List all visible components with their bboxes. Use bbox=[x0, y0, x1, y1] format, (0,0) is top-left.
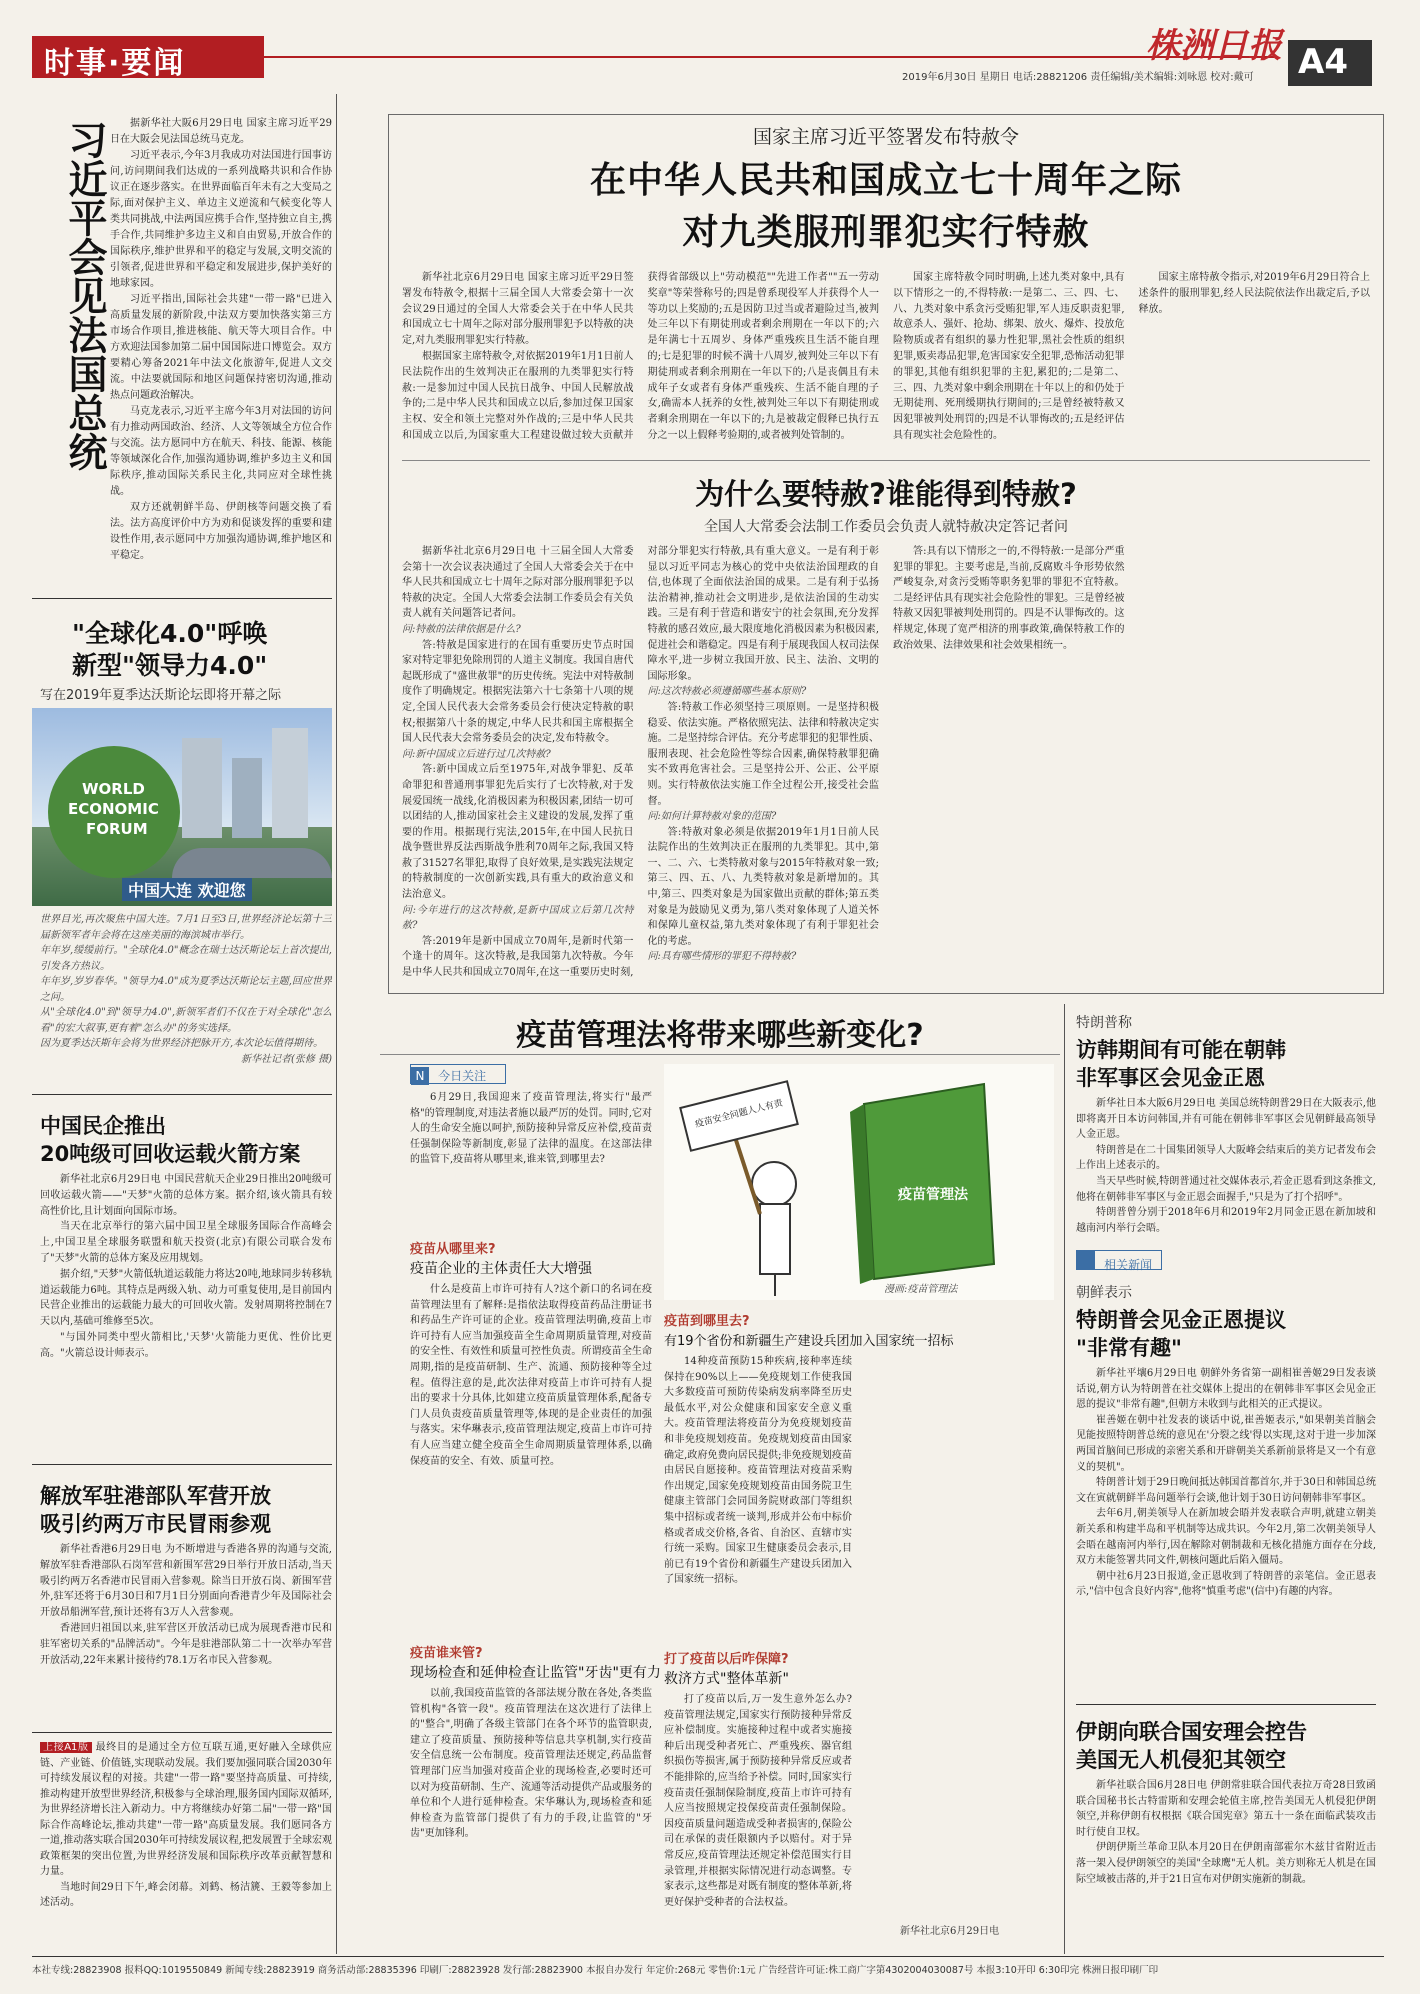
vaccine-section-1-head: 疫苗企业的主体责任大大增强 bbox=[410, 1261, 592, 1277]
divider bbox=[32, 1094, 332, 1095]
paragraph: 根据国家主席特赦令,对依据2019年1月1日前人民法院作出的生效判决正在服刑的九类罪犯实行特赦:一是参加过中国人民抗日战争、中国人民解放战争的;二是中华人民共和国成立以后,参加过保卫国家主权、安全和领土完整对外作战的;三是中华人民共和国成立以后,为国家重大工程建设做过较大贡献并获得省部级以上"劳动模范""先进工作者""五一劳动奖章"等荣誉称号的;四是曾系现役军人并获得个人一等功以上奖励的;五是因防卫过当或者避险过当,被判处三年以下有期徒刑或者剩余刑期在一年以下的;六是年满七十五周岁、身体严重残疾且生活不能自理的;七是犯罪的时候不满十八周岁,被判处三年以下有期徒刑或者剩余刑期在一年以下的;八是丧偶且有未成年子女或者有身体严重残疾、生活不能自理的子女,确需本人抚养的女性,被判处三年以下有期徒刑或者剩余刑期在一年以下的;九是被裁定假释已执行五分之一以上假释考验期的,或者被判处管制的。 bbox=[402, 272, 879, 441]
vaccine-section-4 bbox=[664, 1692, 1054, 1920]
paragraph: 新华社平壤6月29日电 朝鲜外务省第一副相崔善姬29日发表谈话说,朝方认为特朗普在社交媒体上提出的在朝韩非军事区会见金正恩的提议"非常有趣",但朝方未收到与此相关的正式提议。 bbox=[1076, 1368, 1376, 1411]
pla-headline-1: 解放军驻港部队军营开放 bbox=[40, 1484, 271, 1508]
paragraph: 国家主席特赦令指示,对2019年6月29日符合上述条件的服刑罪犯,经人民法院依法作出裁定后,予以释放。 bbox=[1138, 272, 1370, 315]
vaccine-section-2 bbox=[410, 1686, 652, 1936]
amnesty-title-2: 对九类服刑罪犯实行特赦 bbox=[682, 212, 1090, 253]
paragraph: 朝中社6月23日报道,金正恩收到了特朗普的亲笔信。金正恩表示,"信中包含良好内容",他将"慎重考虑"(信中)有趣的内容。 bbox=[1076, 1570, 1376, 1598]
vaccine-intro bbox=[410, 1090, 652, 1230]
iran-article bbox=[1076, 1778, 1376, 1936]
syringe-body bbox=[760, 1204, 790, 1274]
trump-headline-1: 访韩期间有可能在朝韩 bbox=[1076, 1038, 1286, 1062]
paragraph: 特朗普曾分别于2018年6月和2019年2月同金正恩在新加坡和越南河内举行会晤。 bbox=[1076, 1207, 1376, 1234]
cartoon-book-label: 疫苗管理法 bbox=[898, 1187, 968, 1203]
paragraph: 当地时间29日下午,峰会闭幕。刘鹤、杨洁篪、王毅等参加上述活动。 bbox=[40, 1881, 332, 1908]
paragraph: 新华社北京6月29日电 国家主席习近平29日签署发布特赦令,根据十三届全国人大常委会第十一次会议29日通过的全国人大常委会关于在中华人民共和国成立七十周年之际对部分服刑罪犯予以特赦的决定,对九类服刑罪犯实行特赦。 bbox=[402, 272, 634, 347]
header-info: 2019年6月30日 星期日 电话:28821206 责任编辑/美术编辑:刘咏恩 校对:戴可 bbox=[902, 72, 1254, 83]
paragraph: 据新华社大阪6月29日电 国家主席习近平29日在大阪会见法国总统马克龙。 bbox=[110, 118, 332, 145]
paragraph: 年年岁,岁岁春华。"领导力4.0"成为夏季达沃斯论坛主题,回应世界之问。 bbox=[40, 976, 332, 1003]
question: 问:新中国成立后进行过几次特赦? bbox=[402, 748, 551, 760]
vaccine-section-4-head: 救济方式"整体革新" bbox=[664, 1671, 789, 1687]
cartoon-sign-text: 疫苗安全问题人人有责 bbox=[694, 1098, 784, 1130]
wef-headline-1: "全球化4.0"呼唤 bbox=[72, 619, 268, 648]
cartoon-svg bbox=[664, 1064, 1054, 1300]
vaccine-section-2-kicker: 疫苗谁来管? bbox=[410, 1646, 483, 1661]
paragraph: 当天在北京举行的第六届中国卫星全球服务国际合作高峰会上,中国卫星全球服务联盟和航天投资(北京)有限公司联合发布了"天梦"火箭的总体方案及应用规划。 bbox=[40, 1221, 332, 1264]
qa-title: 为什么要特赦?谁能得到特赦? bbox=[695, 477, 1077, 511]
paragraph: 崔善姬在朝中社发表的谈话中说,崔善姬表示,"如果朝美首脑会见能按照特朗普总统的意见在'分裂之线'得以实现,这对于进一步加深两国首脑间已形成的亲密关系和开辟朝美关系新前景将是又一个有意义的契机"。 bbox=[1076, 1414, 1376, 1473]
continuation-text bbox=[40, 1740, 332, 1928]
answer: 答:特赦是国家进行的在国有重要历史节点时国家对特定罪犯免除刑罚的人道主义制度。我国自唐代起既形成了"盛世赦罪"的历史传统。宪法中对特赦制度作了明确规定。根据宪法第六十七条第十八项的规定,全国人民代表大会常务委员会行使决定特赦的职权;根据第八十条的规定,中华人民共和国主席根据全国人民代表大会常务委员会的决定,发布特赦令。 bbox=[402, 639, 634, 745]
iran-headline-2: 美国无人机侵犯其领空 bbox=[1076, 1748, 1286, 1772]
paragraph: 新华社香港6月29日电 为不断增进与香港各界的沟通与交流,解放军驻香港部队石岗军营和新围军营29日举行开放日活动,当天吸引约两万名香港市民冒雨入营参观。除当日开放石岗、新围军营外,驻军还将于6月30日和7月1日分别面向香港青少年及国际社会开放昂船洲军营,预计还将有3万人入营参观。 bbox=[40, 1544, 332, 1619]
syringe-head bbox=[752, 1162, 796, 1206]
xi-article bbox=[110, 116, 332, 590]
related-news-tag bbox=[1076, 1250, 1162, 1270]
right-column-rule bbox=[1064, 1004, 1065, 1954]
trump-headline-2: 非军事区会见金正恩 bbox=[1076, 1066, 1265, 1090]
question: 问:这次特赦必须遵循哪些基本原则? bbox=[647, 686, 807, 698]
vaccine-section-2-head: 现场检查和延伸检查让监管"牙齿"更有力 bbox=[410, 1665, 661, 1681]
continuation-box bbox=[40, 1740, 332, 1930]
divider bbox=[32, 598, 332, 599]
law-book bbox=[864, 1084, 994, 1279]
building bbox=[272, 728, 308, 838]
building bbox=[232, 758, 262, 838]
trump-kicker: 特朗普称 bbox=[1076, 1015, 1132, 1031]
answer: 答:2019年是新中国成立70周年,是新时代第一个逢十的周年。这次特赦,是我国第九次特赦。今年是中华人民共和国成立70周年,在这一重要历史时刻,对部分罪犯实行特赦,具有重大意义。一是有利于彰显以习近平同志为核心的党中央依法治国理政的自信,也体现了全面依法治国的成果。二是有利于弘扬法治精神,推动社会文明进步,是依法治国的生动实践。三是有利于营造和谐安宁的社会氛围,充分发挥特赦的感召效应,最大限度地化消极因素为积极因素,促进社会和谐稳定。四是有利于展现我国人权司法保障水平,进一步树立我国开放、民主、法治、文明的国际形象。 bbox=[402, 546, 879, 979]
amnesty-article bbox=[402, 270, 1370, 446]
divider bbox=[402, 460, 1370, 461]
dprk-headline-2: "非常有趣" bbox=[1076, 1336, 1182, 1360]
forum-sign: ECONOMIC bbox=[68, 800, 159, 818]
forum-sign: WORLD bbox=[82, 780, 145, 798]
paragraph: 特朗普计划于29日晚间抵达韩国首都首尔,并于30日和韩国总统文在寅就朝鲜半岛问题举行会谈,他计划于30日访问朝韩非军事区。 bbox=[1076, 1477, 1376, 1504]
vaccine-section-1-kicker: 疫苗从哪里来? bbox=[410, 1242, 496, 1257]
paragraph: 从"全球化4.0"到"领导力4.0",新领军者们不仅在于对全球化"怎么看"的宏大叙事,更有着"怎么办"的务实选择。 bbox=[40, 1007, 332, 1034]
qa-subtitle: 全国人大常委会法制工作委员会负责人就特赦决定答记者问 bbox=[704, 519, 1068, 535]
paragraph: 14种疫苗预防15种疾病,接种率连续保持在90%以上——免疫规划工作使我国大多数疫苗可预防传染病发病率降至历史最低水平,对公众健康和国家安全意义重大。疫苗管理法将疫苗分为免疫规划疫苗和非免疫规划疫苗。免疫规划疫苗由国家确定,政府免费向居民提供;非免疫规划疫苗由居民自愿接种。疫苗管理法对疫苗采购作出规定,国家免疫规划疫苗由国务院卫生健康主管部门会同国务院财政部门等组织集中招标或者统一谈判,形成并公布中标价格或者成交价格,各省、自治区、直辖市实行统一采购。国家卫生健康委员会表示,目前已有19个省份和新疆生产建设兵团加入了国家统一招标。 bbox=[664, 1356, 852, 1586]
question: 问:今年进行的这次特赦,是新中国成立后第几次特赦? bbox=[402, 904, 634, 932]
paragraph: 马克龙表示,习近平主席今年3月对法国的访问有力推动两国政治、经济、人文等领域全方位合作与交流。法方愿同中方在航天、科技、能源、核能等领域深化合作,加强沟通协调,维护多边主义和国际秩序,推动国际关系民主化,共同应对全球性挑战。 bbox=[110, 406, 332, 497]
paragraph: 6月29日,我国迎来了疫苗管理法,将实行"最严格"的管理制度,对违法者施以最严厉的处罚。同时,它对人的生命安全施以呵护,预防接种异常反应补偿,疫苗责任强制保险等新制度,彰显了法律的温度。在这部法律的监管下,疫苗将从哪里来,谁来管,到哪里去? bbox=[410, 1092, 652, 1166]
paragraph: 国家主席特赦令同时明确,上述九类对象中,具有以下情形之一的,不得特赦:一是第二、三、四、七、八、九类对象中系贪污受贿犯罪,军人违反职责犯罪,故意杀人、强奸、抢劫、绑架、放火、爆炸、投放危险物质或者有组织的暴力性犯罪,黑社会性质的组织犯罪,贩卖毒品犯罪,危害国家安全犯罪,恐怖活动犯罪的罪犯,其他有组织犯罪的主犯,累犯的;二是第二、三、四、九类对象中剩余刑期在十年以上的和仍处于无期徒刑、死刑缓期执行期间的;三是曾经被特赦又因犯罪被判处刑罚的;四是不认罪悔改的;五是经评估具有现实社会危险性的。 bbox=[893, 272, 1125, 441]
vaccine-byline: 新华社北京6月29日电 bbox=[900, 1926, 1000, 1937]
cartoon-credit: 漫画:疫苗管理法 bbox=[884, 1284, 958, 1295]
paragraph: 打了疫苗以后,万一发生意外怎么办?疫苗管理法规定,国家实行预防接种异常反应补偿制度。实施接种过程中或者实施接种后出现受种者死亡、严重残疾、器官组织损伤等损害,属于预防接种异常反应或者不能排除的,应当给予补偿。同时,国家实行疫苗责任强制保险制度,疫苗上市许可持有人应当按照规定投保疫苗责任强制保险。因疫苗质量问题造成受种者损害的,保险公司在承保的责任限额内予以赔付。对于异常反应,疫苗管理法还规定补偿范围实行目录管理,并根据实际情况进行动态调整。专家表示,这些都是对既有制度的整体革新,将更好保护受种者的合法权益。 bbox=[664, 1694, 852, 1908]
amnesty-kicker: 国家主席习近平签署发布特赦令 bbox=[752, 126, 1019, 148]
today-focus-tag bbox=[410, 1064, 506, 1084]
paragraph: 习近平表示,今年3月我成功对法国进行国事访问,访问期间我们达成的一系列战略共识和合作协议正在逐步落实。在世界面临百年未有之大变局之际,面对保护主义、单边主义逆流和气候变化等人类共同挑战,中法两国应携手合作,坚持独立自主,携手合作,共同维护多边主义和自由贸易,开放合作的国际秩序,维护世界和平的稳定与发展,文明交流的引领者,促进世界和平稳定和发展进步,保护美好的地球家园。 bbox=[110, 150, 332, 289]
answer: 答:特赦工作必须坚持三项原则。一是坚持积极稳妥、依法实施。严格依照宪法、法律和特赦决定实施。二是坚持综合评估。充分考虑罪犯的犯罪性质、服刑表现、社会危险性等综合因素,确保特赦罪犯确实不致再危害社会。三是坚持公开、公正、公平原则。实行特赦依法实施工作全过程公开,接受社会监督。 bbox=[647, 701, 879, 807]
paragraph: 伊朗伊斯兰革命卫队本月20日在伊朗南部霍尔木兹甘省附近击落一架入侵伊朗领空的美国"全球鹰"无人机。美方则称无人机是在国际空域被击落的,并于21日宣布对伊朗实施新的制裁。 bbox=[1076, 1842, 1376, 1885]
paragraph: 新华社日本大阪6月29日电 美国总统特朗普29日在大阪表示,他即将离开日本访问韩国,并有可能在朝韩非军事区会见朝鲜最高领导人金正恩。 bbox=[1076, 1098, 1376, 1141]
paragraph: 当天早些时候,特朗普通过社交媒体表示,若金正恩看到这条推文,他将在朝韩非军事区与金正恩会面握手,"只是为了打个招呼"。 bbox=[1076, 1175, 1376, 1203]
paragraph: 据介绍,"天梦"火箭低轨道运载能力将达20吨,地球同步转移轨道运载能力6吨。其特点是两级入轨、动力可重复使用,是目前国内民营企业推出的运载能力最大的可回收火箭。发射周期将控制在7天以内,基础可维修至5次。 bbox=[40, 1268, 332, 1328]
vaccine-section-3-kicker: 疫苗到哪里去? bbox=[664, 1314, 750, 1329]
masthead-logo: 株洲日报 bbox=[1146, 26, 1282, 66]
focus-icon: N bbox=[411, 1067, 429, 1085]
pla-headline-2: 吸引约两万市民冒雨参观 bbox=[40, 1512, 271, 1536]
answer: 答:具有以下情形之一的,不得特赦:一是部分严重犯罪的罪犯。主要考虑是,当前,反腐败斗争形势依然严峻复杂,对贪污受贿等职务犯罪的罪犯不宜特赦。二是经评估具有现实社会危险性的罪犯。三是曾经被特赦又因犯罪被判处刑罚的。四是不认罪悔改的。这样规定,体现了宽严相济的刑事政策,确保特赦工作的政治效果、法律效果和社会效果相统一。 bbox=[893, 546, 1125, 651]
vaccine-headline: 疫苗管理法将带来哪些新变化? bbox=[516, 1018, 924, 1053]
forum-sign: FORUM bbox=[86, 820, 148, 838]
paragraph: 年年岁,缓缓前行。"全球化4.0"概念在瑞士达沃斯论坛上首次提出,引发各方热议。 bbox=[40, 945, 332, 972]
left-column-rule bbox=[336, 94, 337, 1954]
paragraph: 世界目光,再次聚焦中国大连。7月1日至3日,世界经济论坛第十三届新领军者年会将在这座美丽的海滨城市举行。 bbox=[40, 914, 332, 941]
amnesty-title-1: 在中华人民共和国成立七十周年之际 bbox=[589, 160, 1182, 201]
paragraph: "与国外同类中型火箭相比,'天梦'火箭能力更优、性价比更高。"火箭总设计师表示。 bbox=[40, 1331, 332, 1359]
paragraph: 以前,我国疫苗监管的各部法规分散在各处,各类监管机构"各管一段"。疫苗管理法在这次进行了法律上的"整合",明确了各级主管部门在各个环节的监管职责,建立了疫苗质量、预防接种等信息共享机制,实行疫苗安全信息统一公布制度。疫苗管理法还规定,药品监督管理部门应当加强对疫苗企业的现场检查,必要时还可以对为疫苗研制、生产、流通等活动提供产品或服务的单位和个人进行延伸检查。宋华琳认为,现场检查和延伸检查为监管部门提供了有力的手段,让监管的"牙齿"更加锋利。 bbox=[410, 1688, 652, 1840]
pla-article bbox=[40, 1542, 332, 1726]
photo-credit: 新华社记者(张修 摄) bbox=[241, 1053, 332, 1065]
header-rule bbox=[264, 56, 1274, 58]
answer: 答:新中国成立后至1975年,对战争罪犯、反革命罪犯和普通刑事罪犯先后实行了七次特赦,对于发展爱国统一战线,化消极因素为积极因素,团结一切可以团结的人,推动国家社会主义建设的发展,发挥了重要的作用。根据现行宪法,2015年,在中国人民抗日战争暨世界反法西斯战争胜利70周年之际,我国又特赦了31527名罪犯,取得了良好效果,是实践宪法规定的特赦制度的一次创新实践,具有重大的政治意义和法治意义。 bbox=[402, 764, 634, 901]
divider bbox=[32, 1732, 332, 1733]
footer-info: 本社专线:28823908 报料QQ:1019550849 新闻专线:28823919 商务活动部:28835396 印刷厂:28823928 发行部:28823900 本报自办发行 年定价:268元 零售价:1元 广告经营许可证:株工商广字第4302004030087号 本报3:10开印 6:30印完 株洲日报印刷厂印 bbox=[32, 1965, 1159, 1976]
footer-rule bbox=[32, 1956, 1384, 1957]
paragraph: 新华社联合国6月28日电 伊朗常驻联合国代表拉万奇28日致函联合国秘书长古特雷斯和安理会轮值主席,控告美国无人机侵犯伊朗领空,并称伊朗有权根据《联合国宪章》第五十一条在面临武装攻击时行使自卫权。 bbox=[1076, 1780, 1376, 1838]
wef-subtitle: 写在2019年夏季达沃斯论坛即将开幕之际 bbox=[40, 688, 282, 703]
page-header bbox=[0, 0, 1420, 90]
paragraph: 最终目的是通过全方位互联互通,更好融入全球供应链、产业链、价值链,实现联动发展。我们要加强同联合国2030年可持续发展议程的对接。共建"一带一路"要坚持高质量、可持续,推动构建开放型世界经济,积极参与全球治理,服务国内国际双循环,为世界经济增长注入新动力。中方将继续办好第二届"一带一路"国际合作高峰论坛,推动共建"一带一路"高质量发展。我们愿同各方一道,推动落实联合国2030年可持续发展议程,把发展置于全球宏观政策框架的突出位置,为世界经济发展和国际秩序改革贡献智慧和力量。 bbox=[40, 1742, 332, 1877]
xi-headline: 习近平会见法国总统 bbox=[62, 120, 107, 471]
wef-article bbox=[40, 912, 332, 1088]
related-icon bbox=[1077, 1251, 1095, 1269]
qa-article bbox=[402, 544, 1370, 984]
divider bbox=[380, 1054, 1060, 1055]
vaccine-section-3 bbox=[664, 1354, 1054, 1644]
section-title: 时事·要闻 bbox=[44, 46, 186, 81]
paragraph: 特朗普是在二十国集团领导人大阪峰会结束后的美方记者发布会上作出上述表示的。 bbox=[1076, 1144, 1376, 1172]
paragraph: 去年6月,朝美领导人在新加坡会晤并发表联合声明,就建立朝美新关系和构建半岛和平机制等达成共识。今年2月,第二次朝美领导人会晤在越南河内举行,因在解除对朝制裁和无核化措施方面存在分歧,双方未能签署共同文件,朝核问题此后陷入僵局。 bbox=[1076, 1508, 1376, 1567]
dprk-kicker: 朝鲜表示 bbox=[1076, 1285, 1132, 1301]
photo-banner: 中国大连 欢迎您 bbox=[122, 878, 252, 901]
page-number: A4 bbox=[1298, 42, 1348, 82]
rocket-headline-1: 中国民企推出 bbox=[40, 1114, 166, 1138]
building bbox=[182, 738, 222, 838]
dprk-article bbox=[1076, 1366, 1376, 1698]
paragraph: 香港回归祖国以来,驻军营区开放活动已成为展现香港市民和驻军密切关系的"品牌活动"。今年是驻港部队第二十一次举办军营开放活动,22年来累计接待约78.1万名市民入营参观。 bbox=[40, 1622, 332, 1666]
vaccine-section-4-kicker: 打了疫苗以后咋保障? bbox=[664, 1652, 789, 1667]
iran-headline-1: 伊朗向联合国安理会控告 bbox=[1076, 1720, 1307, 1744]
paragraph: 新华社北京6月29日电 中国民营航天企业29日推出20吨级可回收运载火箭——"天梦"火箭的总体方案。据介绍,该火箭具有较高性价比,且计划面向国际市场。 bbox=[40, 1174, 332, 1217]
venue-roof bbox=[172, 848, 332, 878]
paragraph: 据新华社北京6月29日电 十三届全国人大常委会第十一次会议表决通过了全国人大常委会关于在中华人民共和国成立七十周年之际对部分服刑罪犯予以特赦的决定。全国人大常委会法制工作委员会有关负责人就有关问题答记者问。 bbox=[402, 546, 634, 620]
trump-article bbox=[1076, 1096, 1376, 1242]
tag-label: 今日关注 bbox=[438, 1069, 487, 1083]
tag-label: 相关新闻 bbox=[1104, 1258, 1153, 1272]
vaccine-section-1 bbox=[410, 1282, 652, 1638]
rocket-article bbox=[40, 1172, 332, 1456]
wef-headline-2: 新型"领导力4.0" bbox=[72, 651, 268, 680]
divider bbox=[1076, 1704, 1376, 1705]
answer: 答:特赦对象必须是依据2019年1月1日前人民法院作出的生效判决正在服刑的九类罪犯。其中,第一、二、六、七类特赦对象与2015年特赦对象一致;第三、四、五、八、九类特赦对象是新增加的。其中,第三、四类对象是为国家做出贡献的群体;第五类对象是为鼓励见义勇为,第八类对象体现了人道关怀和保障儿童权益,第九类对象体现了有利于罪犯社会化的考虑。 bbox=[647, 826, 879, 947]
paragraph: 什么是疫苗上市许可持有人?这个新口的名词在疫苗管理法里有了解释:是指依法取得疫苗药品注册证书和药品生产许可证的企业。疫苗管理法明确,疫苗上市许可持有人应当加强疫苗全生命周期质量管理,对疫苗的安全性、有效性和质量可控性负责。所谓疫苗全生命周期,指的是疫苗研制、生产、流通、预防接种等全过程。值得注意的是,此次法律对疫苗上市许可持有人提出的要求十分具体,比如建立疫苗质量管理体系,配备专门人员负责疫苗质量管理等,体现的是企业责任的加强与落实。宋华琳表示,疫苗管理法规定,疫苗上市许可持有人应当建立健全疫苗全生命周期质量管理体系,以确保疫苗的安全、有效、质量可控。 bbox=[410, 1284, 652, 1467]
rocket-headline-2: 20吨级可回收运载火箭方案 bbox=[40, 1142, 301, 1166]
continuation-ref[interactable]: 上接A1版 bbox=[40, 1742, 92, 1753]
question: 问:特赦的法律依据是什么? bbox=[402, 623, 521, 635]
dprk-headline-1: 特朗普会见金正恩提议 bbox=[1076, 1308, 1286, 1332]
divider bbox=[32, 1464, 332, 1465]
paragraph: 因为夏季达沃斯年会将为世界经济把脉开方,本次论坛值得期待。 bbox=[40, 1038, 324, 1049]
paragraph: 双方还就朝鲜半岛、伊朗核等问题交换了看法。法方高度评价中方为劝和促谈发挥的重要和建设性作用,表示愿同中方加强沟通协调,维护地区和平稳定。 bbox=[110, 502, 332, 561]
paragraph: 习近平指出,国际社会共建"一带一路"已进入高质量发展的新阶段,中法双方要加快落实第三方市场合作项目,推进核能、航天等大项目合作。中方欢迎法国参加第二届中国国际进口博览会。双方要精心筹备2021年中法文化旅游年,促进人文交流。中法要就国际和地区问题保持密切沟通,推动热点问题政治解决。 bbox=[110, 294, 332, 401]
question: 问:如何计算特赦对象的范围? bbox=[647, 811, 777, 823]
vaccine-cartoon bbox=[664, 1064, 1054, 1300]
wef-photo bbox=[32, 708, 332, 906]
vaccine-section-3-head: 有19个省份和新疆生产建设兵团加入国家统一招标 bbox=[664, 1334, 954, 1349]
question: 问:具有哪些情形的罪犯不得特赦? bbox=[647, 951, 797, 963]
